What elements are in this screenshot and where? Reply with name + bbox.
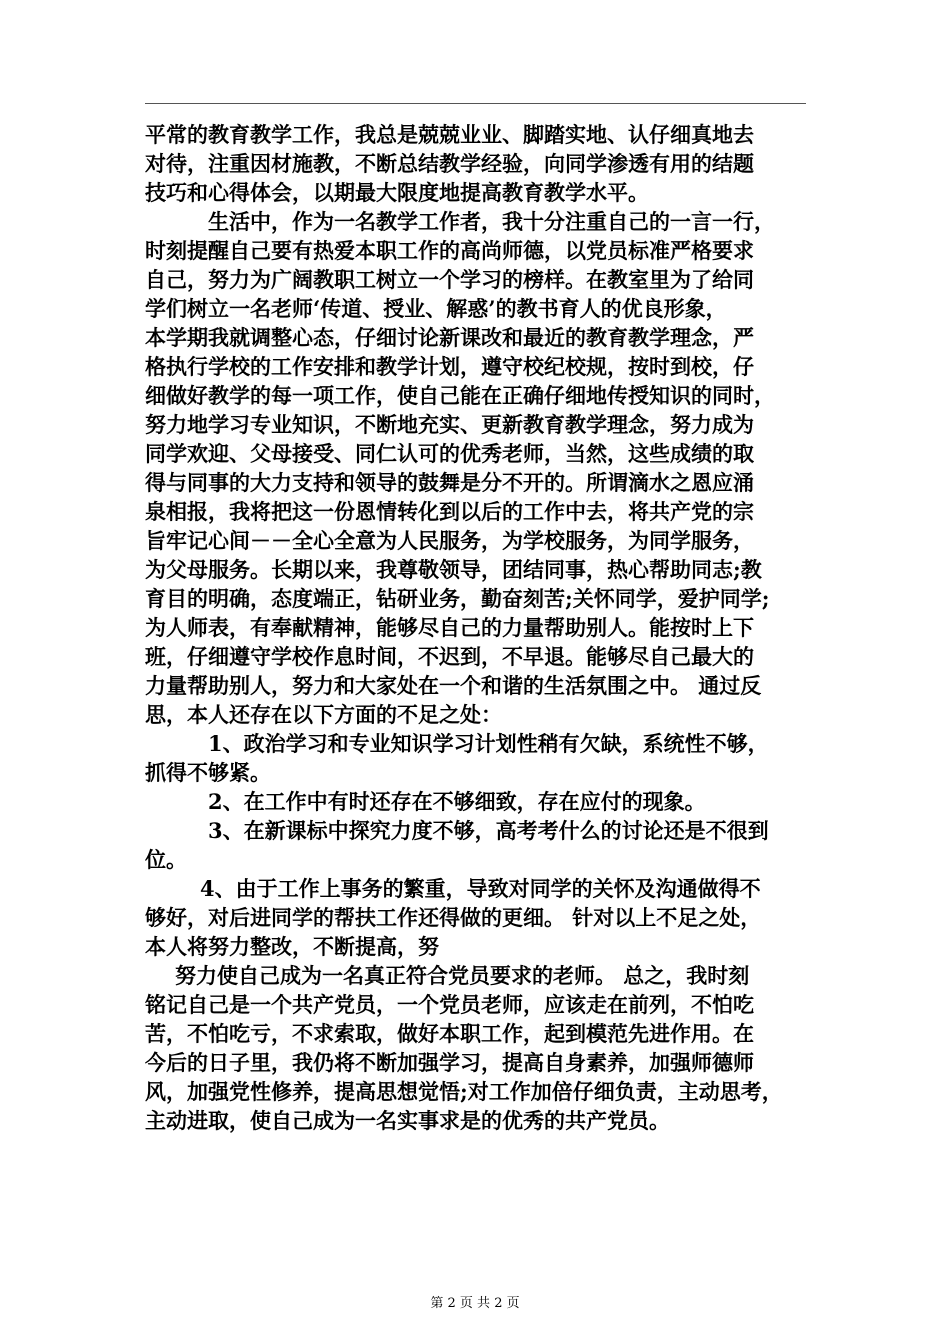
body-line: 学们树立一名老师‘传道、授业、解惑’的教书育人的优良形象， xyxy=(145,296,727,321)
body-line: 为人师表，有奉献精神，能够尽自己的力量帮助别人。能按时上下 xyxy=(145,615,754,640)
header-rule xyxy=(145,103,806,104)
body-line: 位。 xyxy=(145,847,187,872)
body-line: 主动进取，使自己成为一名实事求是的优秀的共产党员。 xyxy=(145,1108,670,1133)
body-line: 抓得不够紧。 xyxy=(145,760,271,785)
body-line: 旨牢记心间－－全心全意为人民服务，为学校服务，为同学服务， xyxy=(145,528,754,553)
page-footer: 第 2 页 共 2 页 xyxy=(430,1296,520,1311)
body-line: 泉相报，我将把这一份恩情转化到以后的工作中去，将共产党的宗 xyxy=(145,499,754,524)
body-line: 够好，对后进同学的帮扶工作还得做的更细。 针对以上不足之处， xyxy=(145,905,762,930)
list-item-line: 1、政治学习和专业知识学习计划性稍有欠缺，系统性不够， xyxy=(208,731,769,756)
body-line: 时刻提醒自己要有热爱本职工作的高尚师德，以党员标准严格要求 xyxy=(145,238,754,263)
list-item-line: 2、在工作中有时还存在不够细致，存在应付的现象。 xyxy=(208,789,706,814)
paragraph-start-line: 生活中，作为一名教学工作者，我十分注重自己的一言一行， xyxy=(208,209,775,234)
body-line: 自己，努力为广阔教职工树立一个学习的榜样。在教室里为了给同 xyxy=(145,267,754,292)
body-line: 对待，注重因材施教，不断总结教学经验，向同学渗透有用的结题 xyxy=(145,151,754,176)
body-line: 同学欢迎、父母接受、同仁认可的优秀老师，当然，这些成绩的取 xyxy=(145,441,754,466)
list-item-line: 4、由于工作上事务的繁重，导致对同学的关怀及沟通做得不 xyxy=(200,876,761,901)
body-line: 风，加强党性修养，提高思想觉悟;对工作加倍仔细负责，主动思考， xyxy=(145,1079,783,1104)
body-line: 得与同事的大力支持和领导的鼓舞是分不开的。所谓滴水之恩应涌 xyxy=(145,470,754,495)
body-line: 铭记自己是一个共产党员，一个党员老师，应该走在前列，不怕吃 xyxy=(145,992,754,1017)
document-body xyxy=(145,120,817,1135)
body-line: 本学期我就调整心态，仔细讨论新课改和最近的教育教学理念，严 xyxy=(145,325,754,350)
body-line: 班，仔细遵守学校作息时间，不迟到，不早退。能够尽自己最大的 xyxy=(145,644,754,669)
body-line: 今后的日子里，我仍将不断加强学习，提高自身素养，加强师德师 xyxy=(145,1050,754,1075)
body-line: 细做好教学的每一项工作，使自己能在正确仔细地传授知识的同时， xyxy=(145,383,775,408)
body-line: 思，本人还存在以下方面的不足之处： xyxy=(145,702,502,727)
body-line: 为父母服务。长期以来，我尊敬领导，团结同事，热心帮助同志;教 xyxy=(145,557,762,582)
body-line: 本人将努力整改，不断提高，努 xyxy=(145,934,439,959)
body-line: 技巧和心得体会，以期最大限度地提高教育教学水平。 xyxy=(145,180,649,205)
body-line: 力量帮助别人，努力和大家处在一个和谐的生活氛围之中。 通过反 xyxy=(145,673,762,698)
body-line: 努力地学习专业知识，不断地充实、更新教育教学理念，努力成为 xyxy=(145,412,754,437)
list-item-line: 3、在新课标中探究力度不够，高考考什么的讨论还是不很到 xyxy=(208,818,769,843)
paragraph-start-line: 努力使自己成为一名真正符合党员要求的老师。 总之，我时刻 xyxy=(175,963,750,988)
body-line: 平常的教育教学工作，我总是兢兢业业、脚踏实地、认仔细真地去 xyxy=(145,122,754,147)
body-line: 育目的明确，态度端正，钻研业务，勤奋刻苦;关怀同学，爱护同学; xyxy=(145,586,770,611)
body-line: 格执行学校的工作安排和教学计划，遵守校纪校规，按时到校，仔 xyxy=(145,354,754,379)
body-line: 苦，不怕吃亏，不求索取，做好本职工作，起到模范先进作用。在 xyxy=(145,1021,754,1046)
